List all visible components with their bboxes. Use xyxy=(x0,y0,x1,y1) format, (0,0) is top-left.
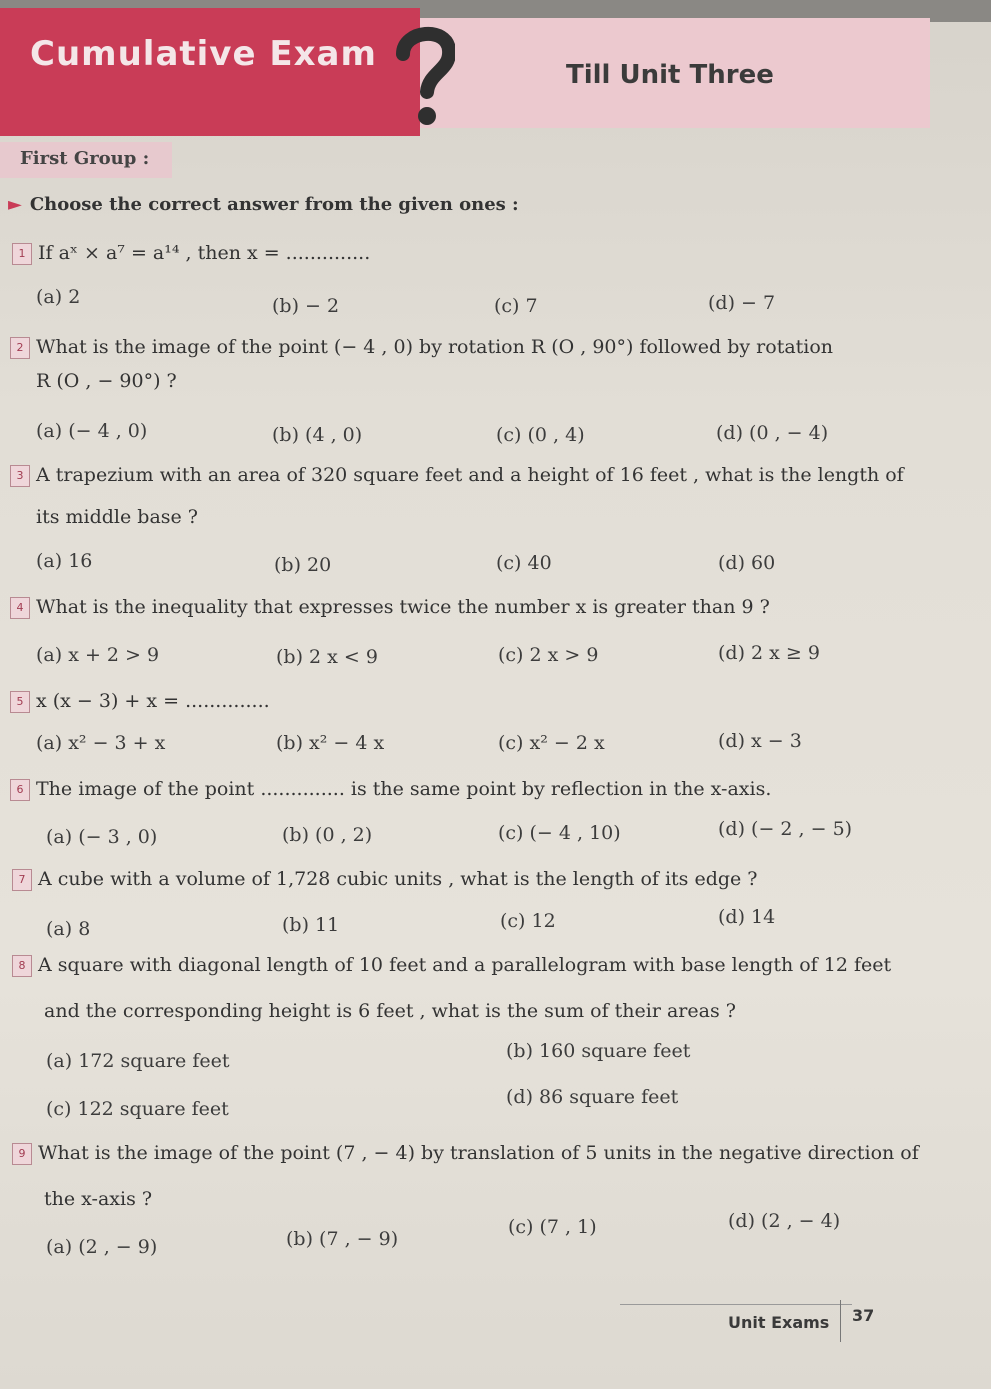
question-number: 3 xyxy=(10,465,30,487)
question-7 xyxy=(12,868,758,891)
option-b[interactable]: (b) (4 , 0) xyxy=(272,424,363,446)
option-a[interactable]: (a) x² − 3 + x xyxy=(36,732,166,754)
option-c[interactable]: (c) 122 square feet xyxy=(46,1098,229,1120)
footer-rule xyxy=(620,1304,852,1305)
option-d[interactable]: (d) 14 xyxy=(718,906,776,928)
question-text: A square with diagonal length of 10 feet and a parallelogram with base length of 12 feet xyxy=(38,954,892,976)
option-c[interactable]: (c) (0 , 4) xyxy=(496,424,585,446)
question-text: What is the image of the point (− 4 , 0) by rotation R (O , 90°) followed by rotation xyxy=(36,336,834,358)
question-1 xyxy=(12,242,370,265)
question-text: A cube with a volume of 1,728 cubic units , what is the length of its edge ? xyxy=(38,868,758,890)
option-c[interactable]: (c) (7 , 1) xyxy=(508,1216,597,1238)
option-d[interactable]: (d) 2 x ≥ 9 xyxy=(718,642,820,664)
option-b[interactable]: (b) (7 , − 9) xyxy=(286,1228,399,1250)
question-number: 2 xyxy=(10,337,30,359)
question-3 xyxy=(10,464,904,487)
option-a[interactable]: (a) x + 2 > 9 xyxy=(36,644,160,666)
option-a[interactable]: (a) 16 xyxy=(36,550,93,572)
option-c[interactable]: (c) x² − 2 x xyxy=(498,732,605,754)
question-number: 5 xyxy=(10,691,30,713)
question-3-line-2: its middle base ? xyxy=(36,506,198,528)
question-number: 1 xyxy=(12,243,32,265)
instruction-text: Choose the correct answer from the given ones : xyxy=(29,194,519,215)
question-text: What is the image of the point (7 , − 4) by translation of 5 units in the negative direction of xyxy=(38,1142,919,1164)
option-a[interactable]: (a) (− 3 , 0) xyxy=(46,826,158,848)
instruction xyxy=(8,194,519,215)
option-d[interactable]: (d) (2 , − 4) xyxy=(728,1210,841,1232)
question-6 xyxy=(10,778,771,801)
option-b[interactable]: (b) 20 xyxy=(274,554,332,576)
option-b[interactable]: (b) 2 x < 9 xyxy=(276,646,378,668)
group-heading: First Group : xyxy=(20,148,150,169)
question-8-line-2: and the corresponding height is 6 feet , what is the sum of their areas ? xyxy=(44,1000,736,1022)
option-a[interactable]: (a) 172 square feet xyxy=(46,1050,230,1072)
question-number: 6 xyxy=(10,779,30,801)
option-c[interactable]: (c) (− 4 , 10) xyxy=(498,822,621,844)
option-a[interactable]: (a) (− 4 , 0) xyxy=(36,420,148,442)
question-text: x (x − 3) + x = .............. xyxy=(36,690,270,712)
page-title: Cumulative Exam xyxy=(30,34,377,74)
option-d[interactable]: (d) (0 , − 4) xyxy=(716,422,829,444)
option-b[interactable]: (b) 11 xyxy=(282,914,340,936)
option-c[interactable]: (c) 40 xyxy=(496,552,552,574)
question-2-line-2: R (O , − 90°) ? xyxy=(36,370,177,392)
page-number: 37 xyxy=(852,1306,875,1325)
footer-separator xyxy=(840,1300,841,1342)
option-b[interactable]: (b) (0 , 2) xyxy=(282,824,373,846)
question-number: 4 xyxy=(10,597,30,619)
question-number: 9 xyxy=(12,1143,32,1165)
option-c[interactable]: (c) 7 xyxy=(494,295,538,317)
option-a[interactable]: (a) (2 , − 9) xyxy=(46,1236,158,1258)
question-text: If aˣ × a⁷ = a¹⁴ , then x = .............. xyxy=(38,242,371,264)
option-d[interactable]: (d) − 7 xyxy=(708,292,776,314)
option-d[interactable]: (d) x − 3 xyxy=(718,730,802,752)
question-4 xyxy=(10,596,770,619)
arrow-icon: ► xyxy=(8,194,22,215)
option-d[interactable]: (d) 86 square feet xyxy=(506,1086,679,1108)
question-number: 7 xyxy=(12,869,32,891)
question-8 xyxy=(12,954,891,977)
option-b[interactable]: (b) x² − 4 x xyxy=(276,732,385,754)
option-a[interactable]: (a) 8 xyxy=(46,918,91,940)
question-number: 8 xyxy=(12,955,32,977)
option-b[interactable]: (b) 160 square feet xyxy=(506,1040,691,1062)
question-mark-icon xyxy=(395,20,455,130)
question-9 xyxy=(12,1142,919,1165)
question-2 xyxy=(10,336,833,359)
option-d[interactable]: (d) (− 2 , − 5) xyxy=(718,818,853,840)
option-d[interactable]: (d) 60 xyxy=(718,552,776,574)
footer-label: Unit Exams xyxy=(728,1313,830,1332)
question-text: A trapezium with an area of 320 square feet and a height of 16 feet , what is the length of xyxy=(36,464,904,486)
question-text: The image of the point .............. is the same point by reflection in the x-axis. xyxy=(36,778,772,800)
question-9-line-2: the x-axis ? xyxy=(44,1188,153,1210)
question-5 xyxy=(10,690,270,713)
question-text: What is the inequality that expresses twice the number x is greater than 9 ? xyxy=(36,596,770,618)
option-a[interactable]: (a) 2 xyxy=(36,286,81,308)
option-c[interactable]: (c) 12 xyxy=(500,910,556,932)
page-subtitle: Till Unit Three xyxy=(566,60,774,90)
option-c[interactable]: (c) 2 x > 9 xyxy=(498,644,599,666)
option-b[interactable]: (b) − 2 xyxy=(272,295,340,317)
